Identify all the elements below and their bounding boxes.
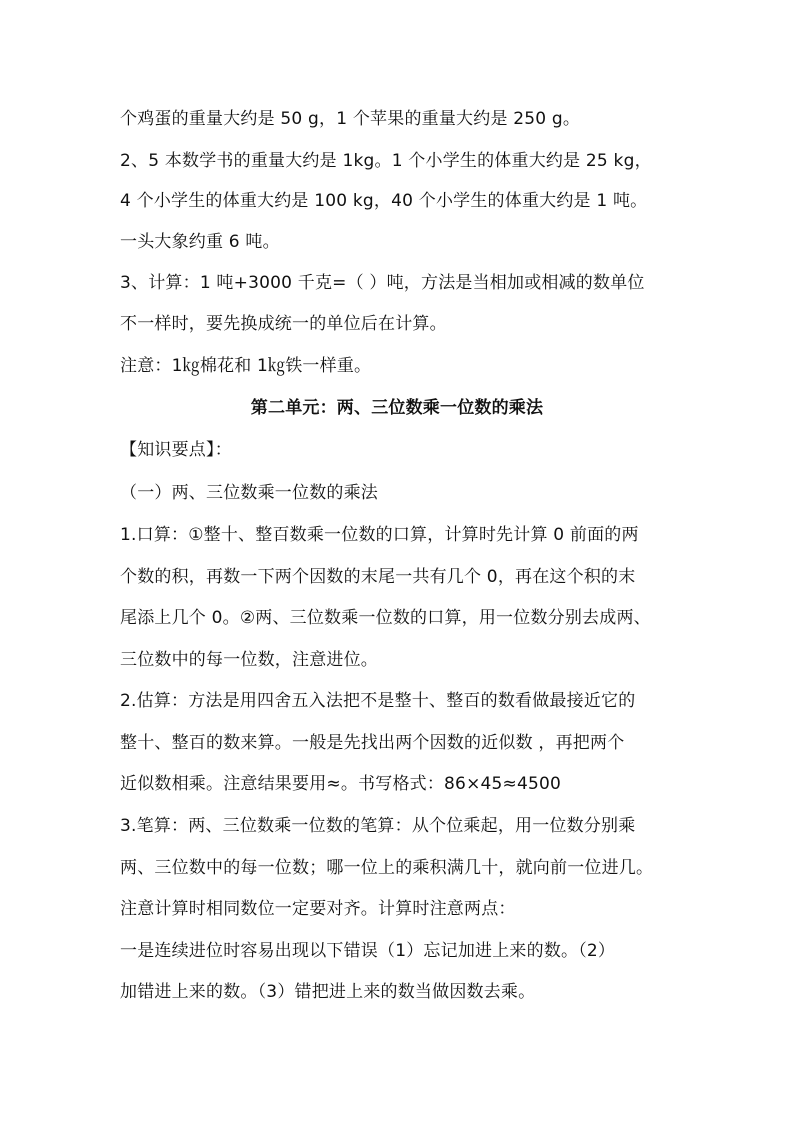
text-line: 加错进上来的数。（3）错把进上来的数当做因数去乘。 [120, 982, 536, 1002]
text-line: 3、计算：1 吨+3000 千克=（ ）吨，方法是当相加或相减的数单位 [120, 273, 645, 293]
text-line: 近似数相乘。注意结果要用≈。书写格式：86×45≈4500 [120, 774, 562, 794]
text-line: 整十、整百的数来算。一般是先找出两个因数的近似数 ，再把两个 [120, 733, 625, 753]
text-line: 尾添上几个 0。②两、三位数乘一位数的口算，用一位数分别去成两、 [120, 608, 651, 628]
text-line: 2、5 本数学书的重量大约是 1kg。1 个小学生的体重大约是 25 kg， [120, 151, 652, 171]
text-line: 不一样时，要先换成统一的单位后在计算。 [120, 314, 447, 334]
text-line: 注意计算时相同数位一定要对齐。计算时注意两点： [120, 899, 516, 919]
text-line: 个鸡蛋的重量大约是 50 g，1 个苹果的重量大约是 250 g。 [120, 109, 581, 129]
text-line: 两、三位数中的每一位数；哪一位上的乘积满几十，就向前一位进几。 [120, 858, 654, 878]
text-line: 3.笔算：两、三位数乘一位数的笔算：从个位乘起，用一位数分别乘 [120, 816, 636, 836]
text-line: 【知识要点】： [120, 440, 232, 460]
text-line: 三位数中的每一位数，注意进位。 [120, 650, 378, 670]
text-line: 1.口算：①整十、整百数乘一位数的口算，计算时先计算 0 前面的两 [120, 525, 639, 545]
text-line: 一是连续进位时容易出现以下错误（1）忘记加进上来的数。（2） [120, 941, 616, 961]
section-heading: 第二单元：两、三位数乘一位数的乘法 [250, 398, 544, 418]
text-line: 4 个小学生的体重大约是 100 kg，40 个小学生的体重大约是 1 吨。 [120, 191, 648, 211]
text-line: 2.估算：方法是用四舍五入法把不是整十、整百的数看做最接近它的 [120, 691, 636, 711]
text-line: （一）两、三位数乘一位数的乘法 [120, 483, 378, 503]
text-line: 个数的积，再数一下两个因数的末尾一共有几个 0，再在这个积的末 [120, 567, 636, 587]
text-line: 注意：1㎏棉花和 1㎏铁一样重。 [120, 356, 372, 376]
text-line: 一头大象约重 6 吨。 [120, 232, 280, 252]
